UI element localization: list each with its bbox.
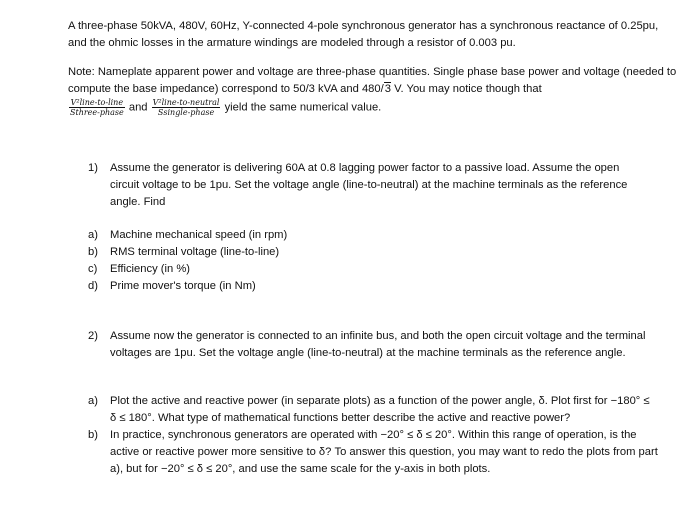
item-label: d) <box>88 280 98 292</box>
item-text: Efficiency (in %) <box>110 263 190 275</box>
question-number: 1) <box>88 162 98 174</box>
note-paragraph <box>68 64 678 117</box>
question-1-parts <box>88 227 658 295</box>
note-tail: yield the same numerical value. <box>224 101 382 114</box>
question-2-parts <box>88 393 658 478</box>
list-item <box>88 278 658 295</box>
item-text: In practice, synchronous generators are operated with −20° ≤ δ ≤ 20°. Within this range of operation, is the active or reactive power more sensitive to δ? To answer this question, you may want to redo the plots from part a), but for −20° ≤ δ ≤ 20°, and use the same scale for the y-axis in both plots. <box>110 429 658 475</box>
question-1 <box>88 160 648 211</box>
item-text: Prime mover's torque (in Nm) <box>110 280 256 292</box>
note-and: and <box>128 101 148 114</box>
question-number: 2) <box>88 330 98 342</box>
fraction-numerator: V²line-to-line <box>70 98 124 107</box>
item-label: a) <box>88 395 98 407</box>
question-text: Assume the generator is delivering 60A at 0.8 lagging power factor to a passive load. Assume the open circuit voltage to be 1pu. Set the voltage angle (line-to-neutral) at the machine terminals as the reference angle. Find <box>110 162 628 208</box>
fraction-numerator: V²line-to-neutral <box>152 98 220 107</box>
question-2 <box>88 328 648 362</box>
fraction-line-to-line <box>69 98 125 117</box>
fraction-denominator: Ssingle-phase <box>157 108 215 117</box>
list-item <box>88 427 658 478</box>
note-text-1: Note: Nameplate apparent power and voltage are three-phase quantities. Single phase base power and voltage (needed to compute the base impedance) correspond to 50/3 kVA and 480/ <box>68 66 677 95</box>
item-text: RMS terminal voltage (line-to-line) <box>110 246 280 258</box>
item-text: Plot the active and reactive power (in separate plots) as a function of the power angle, δ. Plot first for −180° ≤ δ ≤ 180°. What type of mathematical functions better describe the active and reactive power? <box>110 395 650 424</box>
item-label: c) <box>88 263 98 275</box>
list-item <box>88 393 658 427</box>
note-text-2: V. You may notice though that <box>390 83 542 95</box>
item-text: Machine mechanical speed (in rpm) <box>110 229 288 241</box>
item-label: a) <box>88 229 98 241</box>
problem-intro: A three-phase 50kVA, 480V, 60Hz, Y-connected 4-pole synchronous generator has a synchronous reactance of 0.25pu, and the ohmic losses in the armature windings are modeled through a resistor of 0.003 pu. <box>68 20 659 49</box>
question-text: Assume now the generator is connected to an infinite bus, and both the open circuit voltage and the terminal voltages are 1pu. Set the voltage angle (line-to-neutral) at the machine terminals as the reference angle. <box>110 330 646 359</box>
list-item <box>88 244 658 261</box>
fraction-line-to-neutral <box>152 98 221 117</box>
sqrt-three: 3 <box>384 83 391 95</box>
fraction-denominator: Sthree-phase <box>70 108 124 117</box>
list-item <box>88 261 658 278</box>
item-label: b) <box>88 429 98 441</box>
list-item <box>88 227 658 244</box>
item-label: b) <box>88 246 98 258</box>
